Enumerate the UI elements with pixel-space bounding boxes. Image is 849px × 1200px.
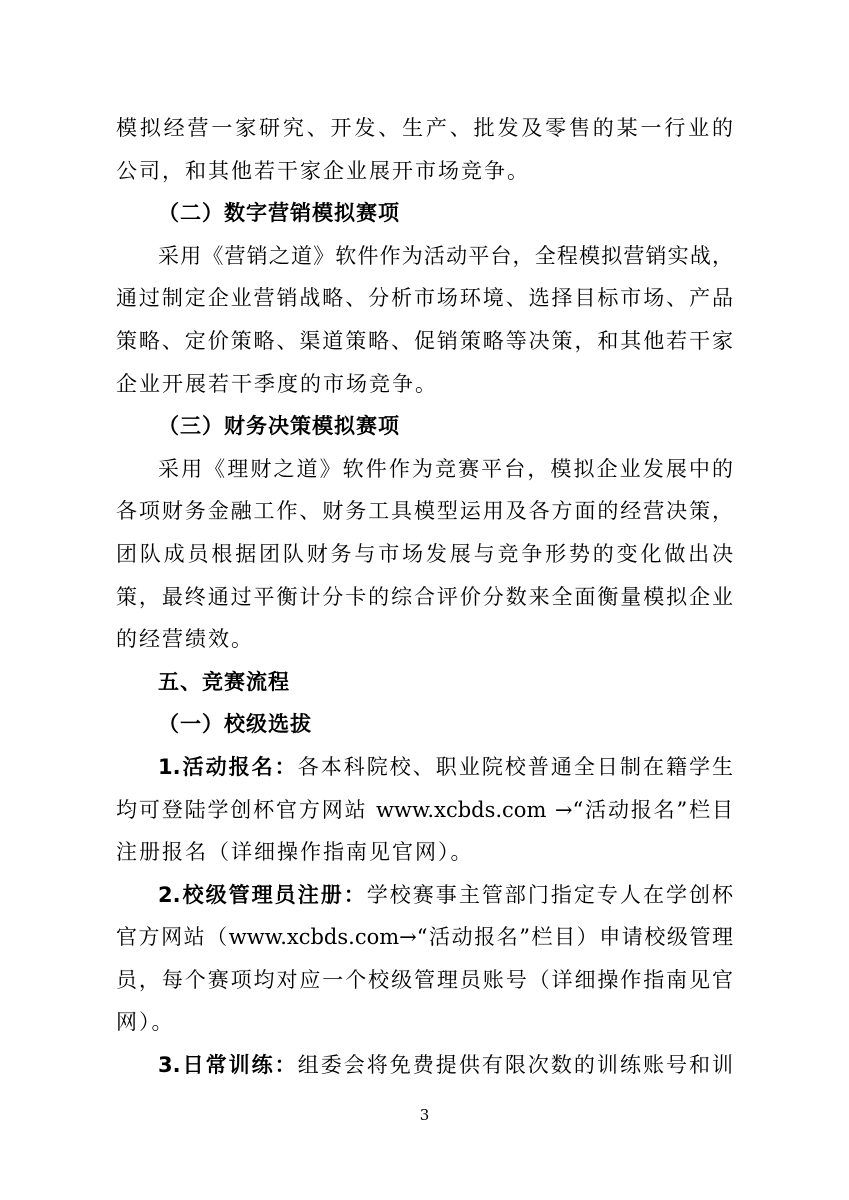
- item-admin-registration-lead: 2.校级管理员注册：: [158, 882, 367, 907]
- subheading-financial-decision: （三）财务决策模拟赛项: [158, 414, 400, 439]
- paragraph-line: 各项财务金融工作、财务工具模型运用及各方面的经营决策，: [116, 499, 733, 524]
- item-daily-training-lead: 3.日常训练：: [158, 1053, 298, 1078]
- subheading-digital-marketing: （二）数字营销模拟赛项: [158, 201, 400, 226]
- paragraph-line: 的经营绩效。: [116, 627, 254, 652]
- paragraph-line: 均可登陆学创杯官方网站 www.xcbds.com →“活动报名”栏目: [116, 797, 733, 822]
- paragraph-line: 员，每个赛项均对应一个校级管理员账号（详细操作指南见官: [116, 967, 733, 992]
- paragraph-line: 官方网站（www.xcbds.com→“活动报名”栏目）申请校级管理: [116, 925, 733, 950]
- paragraph-line: 注册报名（详细操作指南见官网）。: [116, 840, 474, 865]
- paragraph-line: 策，最终通过平衡计分卡的综合评价分数来全面衡量模拟企业: [116, 584, 733, 609]
- item-daily-training-line: [116, 1044, 733, 1087]
- paragraph-line: 企业开展若干季度的市场竞争。: [116, 371, 438, 396]
- item-daily-training-text: 组委会将免费提供有限次数的训练账号和训: [297, 1053, 734, 1078]
- item-admin-registration-line: [116, 874, 733, 917]
- paragraph-line: 公司，和其他若干家企业展开市场竞争。: [116, 158, 530, 183]
- item-registration-lead: 1.活动报名：: [158, 754, 298, 779]
- paragraph-line: 模拟经营一家研究、开发、生产、批发及零售的某一行业的: [116, 116, 733, 140]
- paragraph-line: 通过制定企业营销战略、分析市场环境、选择目标市场、产品: [116, 286, 733, 311]
- page-number: 3: [419, 1106, 430, 1124]
- paragraph-line: 网）。: [116, 1010, 175, 1035]
- item-registration-line: [116, 746, 733, 789]
- subheading-school-selection: （一）校级选拔: [158, 712, 312, 737]
- paragraph-line: 团队成员根据团队财务与市场发展与竞争形势的变化做出决: [116, 541, 733, 566]
- item-registration-text: 各本科院校、职业院校普通全日制在籍学生: [297, 754, 734, 779]
- section-heading-competition-process: 五、竞赛流程: [158, 669, 290, 694]
- item-admin-registration-text: 学校赛事主管部门指定专人在学创杯: [366, 882, 734, 907]
- paragraph-line: 采用《理财之道》软件作为竞赛平台，模拟企业发展中的: [158, 456, 733, 481]
- document-body: [116, 107, 733, 1087]
- paragraph-line: 策略、定价策略、渠道策略、促销策略等决策，和其他若干家: [116, 328, 733, 353]
- paragraph-line: 采用《营销之道》软件作为活动平台，全程模拟营销实战，: [158, 243, 733, 268]
